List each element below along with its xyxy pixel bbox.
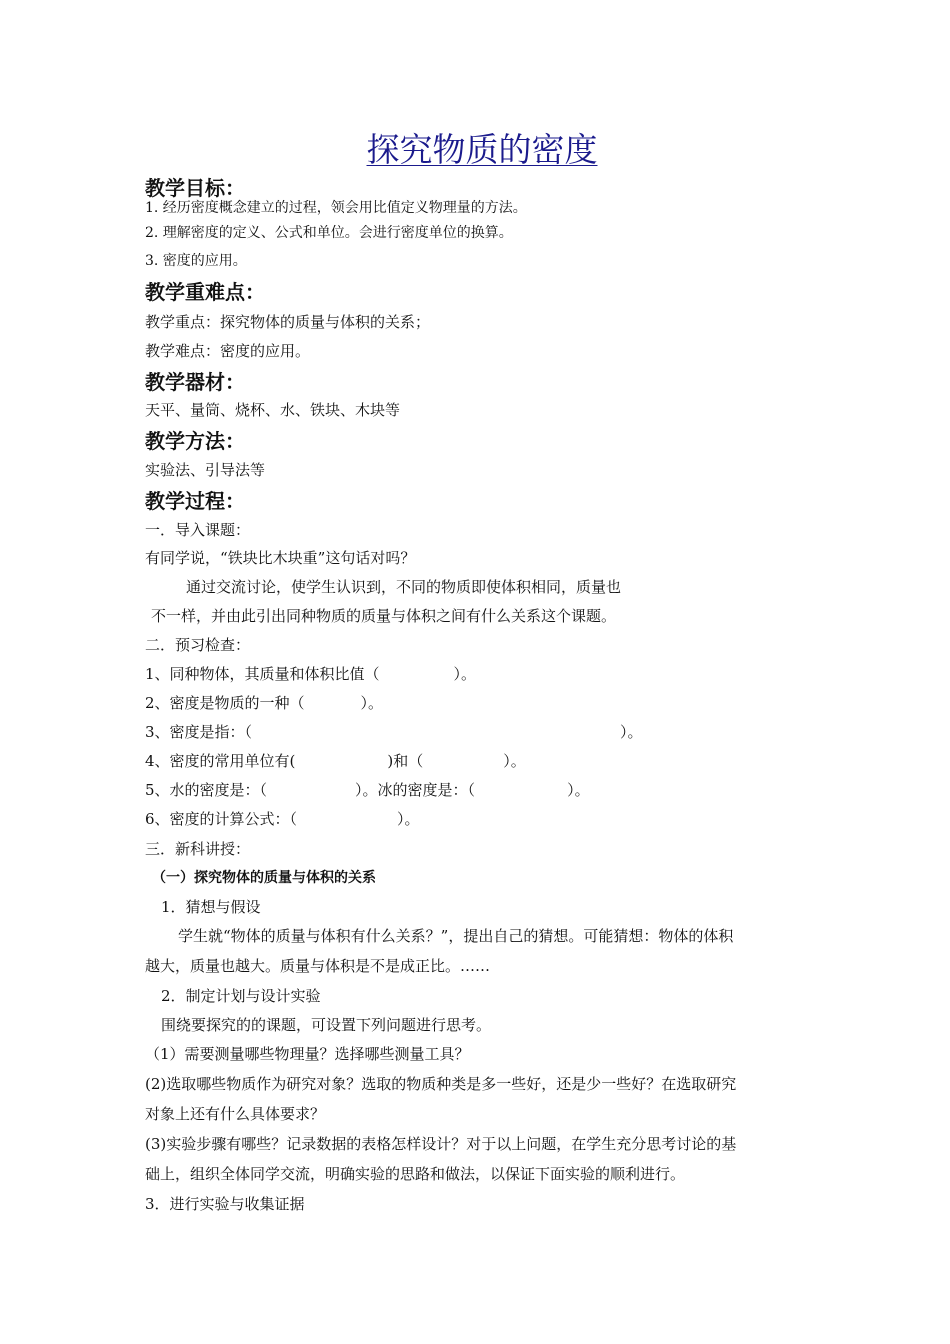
step3-title: 3．进行实验与收集证据 bbox=[145, 1195, 305, 1213]
preview-question-2: 2、密度是物质的一种（ ）。 bbox=[145, 694, 384, 712]
step2-question-3-line: (3)实验步骤有哪些？记录数据的表格怎样设计？对于以上问题，在学生充分思考讨论的基 bbox=[145, 1135, 737, 1153]
key-focus-text: 教学重点：探究物体的质量与体积的关系； bbox=[145, 313, 431, 331]
equipment-heading: 教学器材： bbox=[145, 370, 245, 394]
step1-paragraph-line: 越大，质量也越大。质量与体积是不是成正比。…… bbox=[145, 957, 491, 975]
step1-paragraph-line: 学生就“物体的质量与体积有什么关系？”，提出自己的猜想。可能猜想：物体的体积 bbox=[178, 927, 734, 945]
step2-intro: 围绕要探究的的课题，可设置下列问题进行思考。 bbox=[161, 1016, 492, 1034]
preview-question-6: 6、密度的计算公式：（ ）。 bbox=[145, 810, 420, 828]
methods-heading: 教学方法： bbox=[145, 429, 245, 453]
step2-question-1: （1）需要测量哪些物理量？选择哪些测量工具？ bbox=[145, 1045, 470, 1063]
intro-title: 一．导入课题： bbox=[145, 521, 251, 539]
methods-text: 实验法、引导法等 bbox=[145, 461, 266, 479]
new-lesson-title: 三．新科讲授： bbox=[145, 840, 251, 858]
step1-title: 1．猜想与假设 bbox=[161, 898, 261, 916]
step2-question-2-line: (2)选取哪些物质作为研究对象？选取的物质种类是多一些好，还是少一些好？在选取研究 bbox=[145, 1075, 737, 1093]
document-title: 探究物质的密度 bbox=[366, 130, 598, 169]
objective-item: 1. 经历密度概念建立的过程，领会用比值定义物理量的方法。 bbox=[145, 200, 527, 216]
preview-title: 二．预习检查： bbox=[145, 636, 251, 654]
objectives-heading: 教学目标： bbox=[145, 176, 245, 200]
preview-question-3: 3、密度是指：（ ）。 bbox=[145, 723, 643, 741]
intro-paragraph-line: 不一样，并由此引出同种物质的质量与体积之间有什么关系这个课题。 bbox=[151, 607, 617, 625]
preview-question-1: 1、同种物体，其质量和体积比值（ ）。 bbox=[145, 665, 477, 683]
step2-title: 2．制定计划与设计实验 bbox=[161, 987, 321, 1005]
objective-item: 3. 密度的应用。 bbox=[145, 253, 247, 269]
equipment-text: 天平、量筒、烧杯、水、铁块、木块等 bbox=[145, 401, 401, 419]
step2-question-3-line: 础上，组织全体同学交流，明确实验的思路和做法，以保证下面实验的顺利进行。 bbox=[145, 1165, 686, 1183]
intro-question: 有同学说，“铁块比木块重”这句话对吗？ bbox=[145, 549, 416, 567]
preview-question-5: 5、水的密度是：（ ）。冰的密度是：（ ）。 bbox=[145, 781, 590, 799]
step2-question-2-line: 对象上还有什么具体要求？ bbox=[145, 1105, 326, 1123]
intro-paragraph-line: 通过交流讨论，使学生认识到，不同的物质即使体积相同，质量也 bbox=[186, 578, 622, 596]
preview-question-4: 4、密度的常用单位有( )和（ ）。 bbox=[145, 752, 526, 770]
section1-title: （一）探究物体的质量与体积的关系 bbox=[152, 870, 376, 886]
key-points-heading: 教学重难点： bbox=[145, 280, 265, 304]
process-heading: 教学过程： bbox=[145, 489, 245, 513]
objective-item: 2. 理解密度的定义、公式和单位。会进行密度单位的换算。 bbox=[145, 225, 513, 241]
key-difficulty-text: 教学难点：密度的应用。 bbox=[145, 342, 311, 360]
